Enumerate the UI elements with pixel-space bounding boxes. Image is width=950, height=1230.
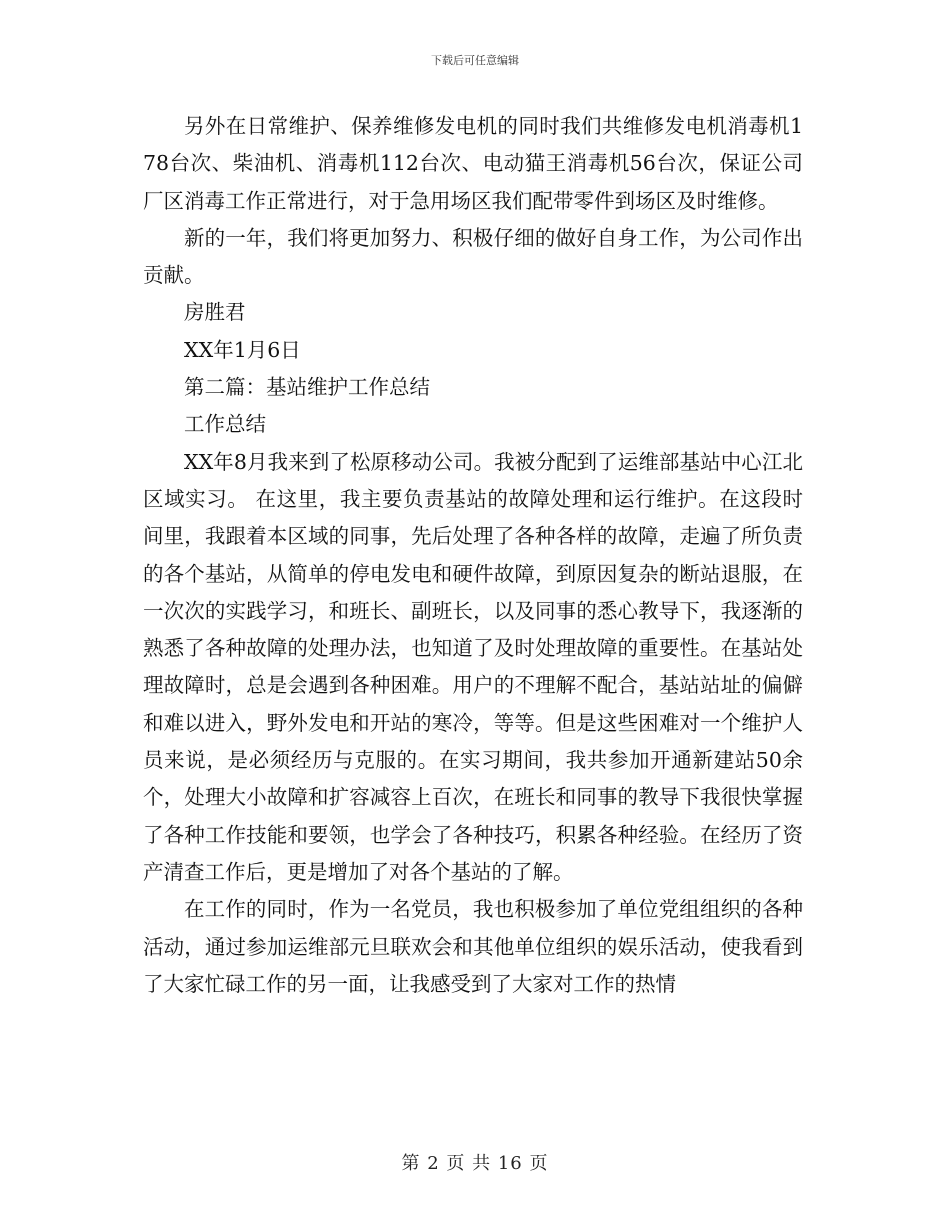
section-subheading: 工作总结: [184, 412, 266, 437]
document-body: [143, 108, 803, 1003]
paragraph-party-activities: 在工作的同时，作为一名党员，我也积极参加了单位党组组织的各种活动，通过参加运维部元旦联欢会和其他单位组织的娱乐活动，使我看到了大家忙碌工作的另一面，让我感受到了大家对工作的热情: [143, 897, 803, 996]
page-number-footer: 第 2 页 共 16 页: [401, 1153, 549, 1174]
signature-date: XX年1月6日: [184, 337, 301, 362]
section-heading: 第二篇：基站维护工作总结: [184, 375, 430, 400]
paragraph-repair-stats: 另外在日常维护、保养维修发电机的同时我们共维修发电机消毒机178台次、柴油机、消毒机112台次、电动猫王消毒机56台次，保证公司厂区消毒工作正常进行，对于急用场区我们配带零件到场区及时维修。: [143, 114, 803, 213]
paragraph-internship: XX年8月我来到了松原移动公司。我被分配到了运维部基站中心江北区域实习。 在这里，我主要负责基站的故障处理和运行维护。在这段时间里，我跟着本区域的同事，先后处理了各种各样的故障，走遍了所负责的各个基站，从简单的停电发电和硬件故障，到原因复杂的断站退服，在一次次的实践学习，和班长、副班长，以及同事的悉心教导下，我逐渐的熟悉了各种故障的处理办法，也知道了及时处理故障的重要性。在基站处理故障时，总是会遇到各种困难。用户的不理解不配合，基站站址的偏僻和难以进入，野外发电和开站的寒冷，等等。但是这些困难对一个维护人员来说，是必须经历与克服的。在实习期间，我共参加开通新建站50余个，处理大小故障和扩容减容上百次，在班长和同事的教导下我很快掌握了各种工作技能和要领，也学会了各种技巧，积累各种经验。在经历了资产清查工作后，更是增加了对各个基站的了解。: [143, 449, 803, 884]
paragraph-new-year: 新的一年，我们将更加努力、积极仔细的做好自身工作，为公司作出贡献。: [143, 225, 803, 288]
author-signature: 房胜君: [184, 300, 246, 325]
page-header: 下载后可任意编辑: [431, 54, 519, 67]
